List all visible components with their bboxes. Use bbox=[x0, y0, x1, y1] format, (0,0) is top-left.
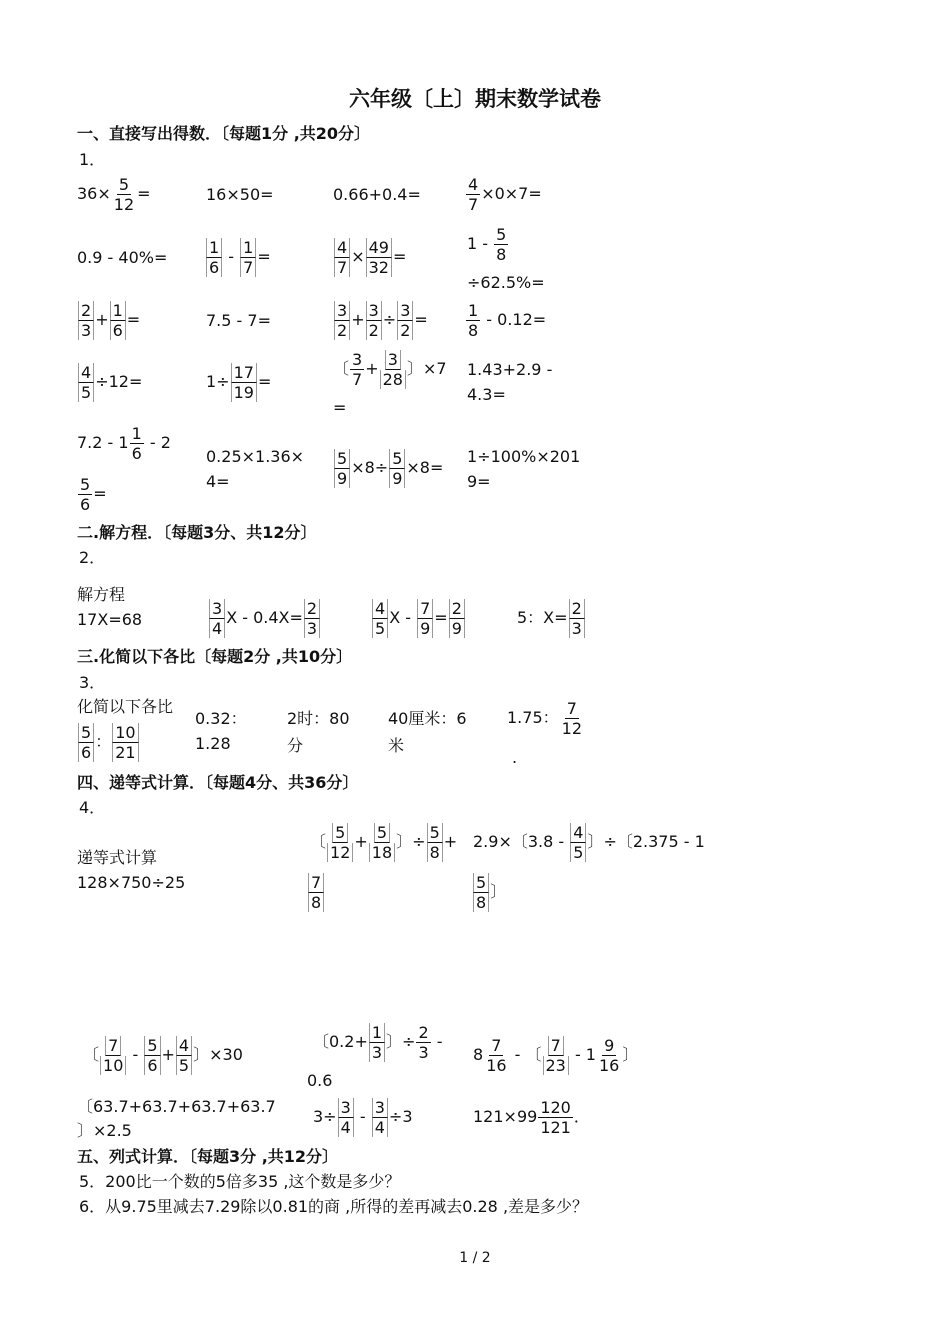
problem-1-18: 0.25×1.36× bbox=[206, 447, 305, 466]
problem-1-12: $\frac{1}{8}$ - 0.12= bbox=[468, 301, 547, 340]
calc-2-cont bbox=[307, 870, 325, 914]
numerator: 3 bbox=[338, 1098, 354, 1118]
fraction bbox=[334, 301, 350, 340]
equation-4: 5：X= $\frac{2}{3}$ bbox=[517, 596, 586, 640]
fraction bbox=[304, 599, 320, 638]
fraction bbox=[350, 350, 364, 389]
section-1-number: 1． bbox=[79, 150, 106, 169]
numerator: 2 bbox=[569, 599, 585, 619]
denominator: 12 bbox=[327, 843, 353, 862]
section-4-label: 递等式计算 bbox=[77, 848, 158, 867]
numerator: 4 bbox=[468, 175, 479, 194]
denominator: 4 bbox=[338, 1118, 354, 1137]
denominator: 7 bbox=[334, 258, 350, 277]
numerator: 7 bbox=[417, 599, 433, 619]
denominator: 8 bbox=[308, 893, 324, 912]
numerator: 10 bbox=[112, 723, 138, 743]
fraction bbox=[389, 449, 405, 488]
section-3-label: 化简以下各比 bbox=[77, 697, 174, 716]
denominator: 32 bbox=[366, 258, 392, 277]
fraction bbox=[473, 873, 489, 912]
problem-1-17-cont: $\frac{5}{6}$ = bbox=[80, 475, 107, 514]
numerator: 5 bbox=[473, 873, 489, 893]
numerator: 5 bbox=[427, 823, 443, 843]
fraction bbox=[206, 238, 222, 277]
problem-1-18-cont: 4= bbox=[206, 472, 230, 491]
fraction bbox=[338, 1098, 354, 1137]
numerator: 3 bbox=[372, 1098, 388, 1118]
numerator: 7 bbox=[491, 1036, 502, 1055]
equation-2: $\frac{3}{4}$ X - 0.4X= $\frac{2}{3}$ bbox=[208, 596, 321, 640]
fraction bbox=[240, 238, 256, 277]
fraction bbox=[494, 225, 508, 264]
numerator: 3 bbox=[385, 350, 401, 370]
denominator: 6 bbox=[131, 444, 142, 463]
numerator: 120 bbox=[540, 1098, 571, 1117]
denominator: 3 bbox=[304, 619, 320, 638]
fraction bbox=[570, 823, 586, 862]
fraction bbox=[597, 1036, 621, 1075]
fraction bbox=[112, 175, 136, 214]
denominator: 10 bbox=[100, 1056, 126, 1075]
problem-1-7: $\frac{4}{7}$ × $\frac{49}{32}$ = bbox=[333, 235, 406, 279]
denominator: 4 bbox=[209, 619, 225, 638]
fraction bbox=[466, 301, 480, 340]
section-2-number: 2． bbox=[79, 548, 106, 567]
fraction bbox=[417, 599, 433, 638]
section-2-label: 解方程 bbox=[77, 585, 126, 604]
word-problem-6: 6．从9.75里减去7.29除以0.81的商 ,所得的差再减去0.28 ,差是多少？ bbox=[79, 1197, 589, 1216]
denominator: 5 bbox=[176, 1056, 192, 1075]
numerator: 1 bbox=[468, 301, 479, 320]
numerator: 2 bbox=[418, 1023, 429, 1042]
denominator: 9 bbox=[334, 469, 350, 488]
denominator: 7 bbox=[240, 258, 256, 277]
numerator: 5 bbox=[118, 175, 130, 194]
calc-1: 128×750÷25 bbox=[77, 873, 186, 892]
problem-1-6: $\frac{1}{6}$ - $\frac{1}{7}$ = bbox=[205, 235, 271, 279]
equation-3: $\frac{4}{5}$ X - $\frac{7}{9}$ = $\frac{2}{9}$ bbox=[371, 596, 466, 640]
denominator: 23 bbox=[543, 1056, 569, 1075]
problem-1-1: 36× $\frac{5}{12}$ = bbox=[77, 175, 151, 214]
section-1-heading: 一、直接写出得数．〔每题1分 ,共20分〕 bbox=[77, 124, 371, 143]
fraction bbox=[372, 1098, 388, 1137]
numerator: 5 bbox=[389, 449, 405, 469]
calc-5: 〔0.2+ $\frac{1}{3}$ 〕÷ $\frac{2}{3}$ - bbox=[313, 1023, 443, 1062]
problem-1-4: $\frac{4}{7}$ ×0×7= bbox=[468, 175, 542, 214]
denominator: 9 bbox=[449, 619, 465, 638]
section-4-heading: 四、递等式计算．〔每题4分、共36分〕 bbox=[77, 773, 359, 792]
problem-1-15-cont: = bbox=[333, 398, 347, 417]
numerator: 9 bbox=[604, 1036, 615, 1055]
denominator: 12 bbox=[561, 719, 582, 738]
numerator: 4 bbox=[334, 238, 350, 258]
fraction bbox=[569, 599, 585, 638]
numerator: 1 bbox=[206, 238, 222, 258]
ratio-2: 0.32： bbox=[195, 709, 247, 728]
denominator: 18 bbox=[369, 843, 395, 862]
ratio-3-cont: 分 bbox=[287, 736, 304, 755]
denominator: 6 bbox=[206, 258, 222, 277]
ratio-4-cont: 米 bbox=[388, 736, 405, 755]
numerator: 17 bbox=[231, 363, 257, 383]
calc-4: 〔 $\frac{7}{10}$ - $\frac{5}{6}$ + $\frac{4}{5}$ 〕×30 bbox=[83, 1036, 243, 1075]
denominator: 121 bbox=[540, 1118, 571, 1137]
denominator: 9 bbox=[389, 469, 405, 488]
fraction bbox=[112, 723, 138, 762]
fraction bbox=[484, 1036, 508, 1075]
problem-1-2: 16×50= bbox=[206, 185, 274, 204]
problem-1-20-cont: 9= bbox=[467, 472, 491, 491]
numerator: 5 bbox=[332, 823, 348, 843]
ratio-4: 40厘米：6 bbox=[388, 709, 467, 728]
calc-5-cont: 0.6 bbox=[307, 1071, 333, 1090]
fraction bbox=[380, 350, 406, 389]
equation-1: 17X=68 bbox=[77, 610, 143, 629]
denominator: 6 bbox=[78, 743, 94, 762]
denominator: 8 bbox=[473, 893, 489, 912]
problem-1-3: 0.66+0.4= bbox=[333, 185, 421, 204]
calc-8: 3÷ $\frac{3}{4}$ - $\frac{3}{4}$ ÷3 bbox=[313, 1098, 413, 1137]
denominator: 12 bbox=[113, 195, 135, 214]
problem-1-16-cont: 4.3= bbox=[467, 385, 506, 404]
numerator: 5 bbox=[80, 475, 91, 494]
problem-1-8: 1 - $\frac{5}{8}$ bbox=[467, 225, 507, 264]
numerator: 7 bbox=[105, 1036, 121, 1056]
page-title: 六年级〔上〕期末数学试卷 bbox=[349, 87, 601, 111]
numerator: 2 bbox=[78, 301, 94, 321]
denominator: 5 bbox=[78, 383, 94, 402]
denominator: 3 bbox=[78, 321, 94, 340]
numerator: 3 bbox=[366, 301, 382, 321]
problem-1-13: $\frac{4}{5}$ ÷12= bbox=[77, 360, 142, 404]
numerator: 3 bbox=[352, 350, 363, 369]
denominator: 5 bbox=[372, 619, 388, 638]
fraction bbox=[209, 599, 225, 638]
problem-1-5: 0.9 - 40%= bbox=[77, 248, 168, 267]
section-5-heading: 五、列式计算．〔每题3分 ,共12分〕 bbox=[77, 1147, 339, 1166]
fraction bbox=[366, 301, 382, 340]
fraction bbox=[130, 424, 144, 463]
denominator: 3 bbox=[418, 1043, 429, 1062]
problem-1-8-cont: ÷62.5%= bbox=[467, 273, 545, 292]
numerator: 5 bbox=[374, 823, 390, 843]
numerator: 3 bbox=[334, 301, 350, 321]
numerator: 5 bbox=[78, 723, 94, 743]
fraction bbox=[372, 599, 388, 638]
denominator: 19 bbox=[231, 383, 257, 402]
calc-3-cont: $\frac{5}{8}$ 〕 bbox=[472, 870, 506, 914]
denominator: 2 bbox=[397, 321, 413, 340]
denominator: 6 bbox=[110, 321, 126, 340]
denominator: 2 bbox=[366, 321, 382, 340]
fraction bbox=[369, 823, 395, 862]
ratio-2-cont: 1.28 bbox=[195, 734, 231, 753]
fraction bbox=[397, 301, 413, 340]
denominator: 8 bbox=[496, 245, 507, 264]
problem-1-14: 1÷ $\frac{17}{19}$ = bbox=[206, 363, 272, 402]
fraction bbox=[334, 449, 350, 488]
numerator: 3 bbox=[397, 301, 413, 321]
calc-6: 8 $\frac{7}{16}$ - 〔 $\frac{7}{23}$ - 1 $\frac{9}{16}$ 〕 bbox=[473, 1036, 639, 1075]
fraction bbox=[144, 1036, 160, 1075]
section-4-number: 4． bbox=[79, 798, 106, 817]
numerator: 4 bbox=[570, 823, 586, 843]
problem-1-16: 1.43+2.9 - bbox=[467, 360, 553, 379]
numerator: 4 bbox=[372, 599, 388, 619]
numerator: 7 bbox=[566, 699, 577, 718]
fraction bbox=[369, 1023, 385, 1062]
section-3-heading: 三.化简以下各比〔每题2分 ,共10分〕 bbox=[77, 647, 353, 666]
numerator: 7 bbox=[308, 873, 324, 893]
fraction bbox=[100, 1036, 126, 1075]
calc-7: 〔63.7+63.7+63.7+63.7 bbox=[77, 1097, 276, 1116]
denominator: 3 bbox=[369, 1043, 385, 1062]
fraction bbox=[78, 475, 92, 514]
fraction bbox=[334, 238, 350, 277]
numerator: 7 bbox=[548, 1036, 564, 1056]
problem-1-20: 1÷100%×201 bbox=[467, 447, 581, 466]
problem-1-9: $\frac{2}{3}$ + $\frac{1}{6}$ = bbox=[77, 298, 140, 342]
ratio-1: $\frac{5}{6}$ ： $\frac{10}{21}$ bbox=[77, 720, 140, 764]
problem-1-11: $\frac{3}{2}$ + $\frac{3}{2}$ ÷ $\frac{3}{2}$ = bbox=[333, 298, 428, 342]
fraction bbox=[538, 1098, 573, 1137]
numerator: 1 bbox=[240, 238, 256, 258]
numerator: 5 bbox=[144, 1036, 160, 1056]
fraction bbox=[231, 363, 257, 402]
ratio-5-dot: . bbox=[512, 748, 518, 767]
fraction bbox=[327, 823, 353, 862]
denominator: 9 bbox=[417, 619, 433, 638]
numerator: 2 bbox=[304, 599, 320, 619]
denominator: 16 bbox=[486, 1056, 507, 1075]
calc-2: 〔 $\frac{5}{12}$ + $\frac{5}{18}$ 〕÷ $\frac{5}{8}$ + bbox=[310, 823, 458, 862]
section-3-number: 3． bbox=[79, 673, 106, 692]
numerator: 5 bbox=[334, 449, 350, 469]
fraction bbox=[416, 1023, 430, 1062]
denominator: 8 bbox=[427, 843, 443, 862]
denominator: 7 bbox=[468, 195, 479, 214]
numerator: 5 bbox=[496, 225, 507, 244]
denominator: 28 bbox=[380, 370, 406, 389]
denominator: 3 bbox=[569, 619, 585, 638]
fraction bbox=[78, 363, 94, 402]
fraction bbox=[449, 599, 465, 638]
fraction bbox=[543, 1036, 569, 1075]
problem-1-17: 7.2 - 1 $\frac{1}{6}$ - 2 bbox=[77, 424, 171, 463]
calc-7-cont: 〕×2.5 bbox=[77, 1121, 132, 1140]
word-problem-5: 5．200比一个数的5倍多35 ,这个数是多少？ bbox=[79, 1172, 401, 1191]
denominator: 16 bbox=[598, 1056, 620, 1075]
section-2-heading: 二.解方程．〔每题3分、共12分〕 bbox=[77, 523, 317, 542]
calc-3: 2.9×〔3.8 - $\frac{4}{5}$ 〕÷〔2.375 - 1 bbox=[473, 823, 705, 862]
denominator: 5 bbox=[570, 843, 586, 862]
numerator: 1 bbox=[110, 301, 126, 321]
fraction bbox=[176, 1036, 192, 1075]
numerator: 1 bbox=[369, 1023, 385, 1043]
fraction bbox=[366, 238, 392, 277]
fraction bbox=[560, 699, 584, 738]
fraction bbox=[78, 723, 94, 762]
numerator: 4 bbox=[176, 1036, 192, 1056]
numerator: 1 bbox=[131, 424, 142, 443]
denominator: 4 bbox=[372, 1118, 388, 1137]
fraction bbox=[78, 301, 94, 340]
denominator: 6 bbox=[80, 495, 91, 514]
fraction bbox=[308, 873, 324, 912]
denominator: 21 bbox=[112, 743, 138, 762]
denominator: 7 bbox=[352, 370, 363, 389]
problem-1-19: $\frac{5}{9}$ ×8÷ $\frac{5}{9}$ ×8= bbox=[333, 446, 443, 490]
calc-9: 121×99 $\frac{120}{121}$ ． bbox=[473, 1098, 590, 1137]
problem-1-15: 〔 $\frac{3}{7}$ + $\frac{3}{28}$ 〕×7 bbox=[333, 350, 447, 389]
denominator: 6 bbox=[144, 1056, 160, 1075]
fraction bbox=[110, 301, 126, 340]
numerator: 3 bbox=[209, 599, 225, 619]
problem-1-10: 7.5 - 7= bbox=[206, 311, 271, 330]
ratio-5: 1.75： $\frac{7}{12}$ bbox=[507, 699, 582, 738]
denominator: 2 bbox=[334, 321, 350, 340]
ratio-3: 2时：80 bbox=[287, 709, 350, 728]
numerator: 4 bbox=[78, 363, 94, 383]
numerator: 49 bbox=[366, 238, 392, 258]
denominator: 8 bbox=[468, 321, 479, 340]
fraction bbox=[427, 823, 443, 862]
numerator: 2 bbox=[449, 599, 465, 619]
page-number: 1 / 2 bbox=[459, 1250, 491, 1266]
fraction bbox=[466, 175, 480, 214]
